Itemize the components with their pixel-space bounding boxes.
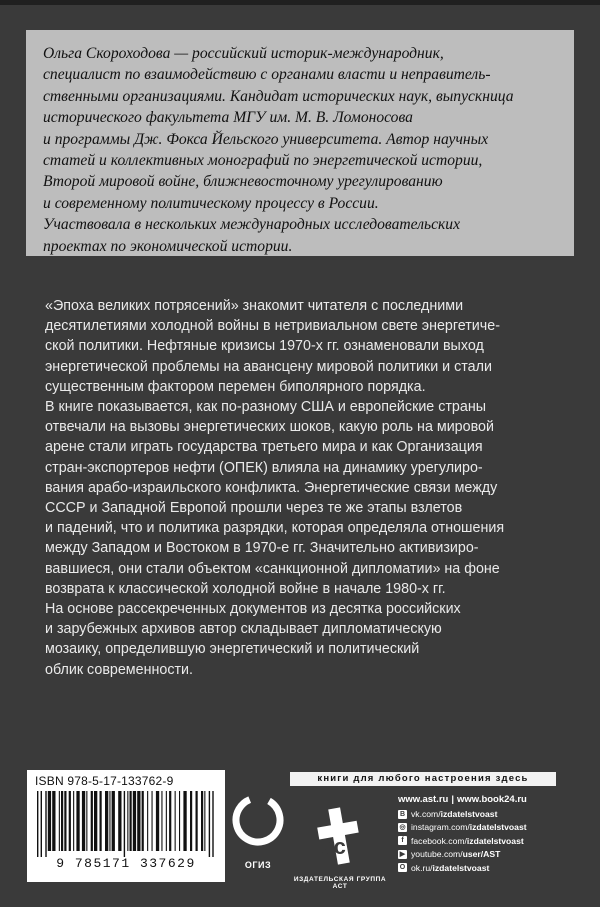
bio-line: специалист по взаимодействию с органами власти и неправитель- <box>43 66 491 84</box>
social-link-vk[interactable] <box>398 809 588 819</box>
social-prefix: ok.ru/ <box>411 862 433 873</box>
annotation-line: и зарубежных архивов автор складывает дипломатическую <box>45 621 442 638</box>
isbn-label: ISBN 978-5-17-133762-9 <box>35 774 174 788</box>
annotation-line: между Западом и Востоком в 1970-е гг. Значительно активизиро- <box>45 540 479 557</box>
author-bio-box <box>26 30 574 256</box>
bio-line: проектах по экономической истории. <box>43 237 293 255</box>
social-link-youtube[interactable] <box>398 849 588 859</box>
social-handle: izdatelstvoast <box>469 822 527 833</box>
bio-line: Ольга Скороходова — российский историк-международник, <box>43 45 444 62</box>
social-prefix: vk.com/ <box>411 809 441 819</box>
top-edge-bar <box>0 0 600 5</box>
publisher-links <box>398 794 588 876</box>
bio-line: Участвовала в нескольких международных исследовательских <box>43 216 461 234</box>
annotation-line: стран-экспортеров нефти (ОПЕК) влияла на динамику урегулиро- <box>45 459 483 476</box>
annotation-line: мозаику, определившую энергетический и политический <box>45 641 420 658</box>
barcode-bars <box>35 791 217 857</box>
annotation-line: В книге показывается, как по-разному США и европейские страны <box>45 399 486 416</box>
bio-line: и программы Дж. Фокса Йельского университета. Автор научных <box>43 130 489 148</box>
social-link-ok[interactable] <box>398 863 588 873</box>
publisher-slogan: книги для любого настроения здесь <box>290 772 556 786</box>
social-link-instagram[interactable] <box>398 822 588 832</box>
annotation-line: и падений, что и политика разрядки, которая определяла отношения <box>45 520 505 537</box>
website-links <box>398 794 588 805</box>
site-separator: | <box>451 794 454 805</box>
social-prefix: instagram.com/ <box>411 822 470 833</box>
annotation-text <box>45 296 565 680</box>
odnoklassniki-icon: О <box>399 864 406 872</box>
site-link-ast[interactable]: www.ast.ru <box>398 794 449 805</box>
bio-line: Второй мировой войне, ближневосточному урегулированию <box>43 173 443 191</box>
bio-line: ственными организациями. Кандидат исторических наук, выпускница <box>43 87 514 105</box>
instagram-icon: ◎ <box>399 823 406 831</box>
annotation-line: вавшиеся, они стали объектом «санкционной дипломатии» на фоне <box>45 560 500 577</box>
bio-line: исторического факультета МГУ им. М. В. Ломоносова <box>43 109 413 127</box>
facebook-icon: f <box>398 836 407 845</box>
bio-line: статей и коллективных монографий по энергетической истории, <box>43 152 483 170</box>
vk-icon: В <box>399 810 406 818</box>
social-link-facebook[interactable] <box>398 836 588 846</box>
annotation-line: отвечали на вызовы энергетических шоков, какую роль на мировой <box>45 419 494 436</box>
annotation-line: вания арабо-израильского конфликта. Энергетические связи между <box>45 479 498 496</box>
annotation-line: энергетической проблемы на авансцену мировой политики и стали <box>45 358 492 375</box>
social-handle: izdatelstvoast <box>466 835 524 846</box>
social-prefix: youtube.com/ <box>411 849 463 860</box>
youtube-icon: ▶ <box>399 850 406 858</box>
annotation-line: «Эпоха великих потрясений» знакомит читателя с последними <box>45 298 464 314</box>
annotation-line: возврата к классической холодной войне в начале 1980-х гг. <box>45 580 446 597</box>
annotation-line: существенным фактором перемен биполярного порядка. <box>45 378 426 395</box>
barcode-digits: 9 785171 337629 <box>56 856 196 871</box>
annotation-line: облик современности. <box>45 661 193 678</box>
social-handle: user/AST <box>462 849 501 860</box>
annotation-line: арене стали играть государства третьего мира и как Организация <box>45 439 483 456</box>
social-handle: izdatelstvoast <box>440 809 498 819</box>
annotation-line: На основе рассекреченных документов из десятка российских <box>45 601 461 618</box>
site-link-book24[interactable]: www.book24.ru <box>457 794 527 805</box>
ast-logo <box>293 802 385 874</box>
svg-text:аст: аст <box>321 834 357 859</box>
bio-line: и современному политическому процессу в России. <box>43 194 379 212</box>
social-prefix: facebook.com/ <box>411 835 467 846</box>
ogiz-label: ОГИЗ <box>244 860 272 870</box>
annotation-line: десятилетиями холодной войны в нетривиальном свете энергетиче- <box>45 318 500 335</box>
book-annotation <box>45 296 565 680</box>
annotation-line: ской политики. Нефтяные кризисы 1970-х гг. ознаменовали выход <box>45 338 484 355</box>
annotation-line: СССР и Западной Европой прошли через те же этапы взлетов <box>45 500 463 517</box>
barcode-panel <box>27 770 225 882</box>
social-handle: izdatelstvoast <box>432 862 490 873</box>
ast-label: ИЗДАТЕЛЬСКАЯ ГРУППА АСТ <box>293 876 387 890</box>
author-bio <box>43 43 559 257</box>
